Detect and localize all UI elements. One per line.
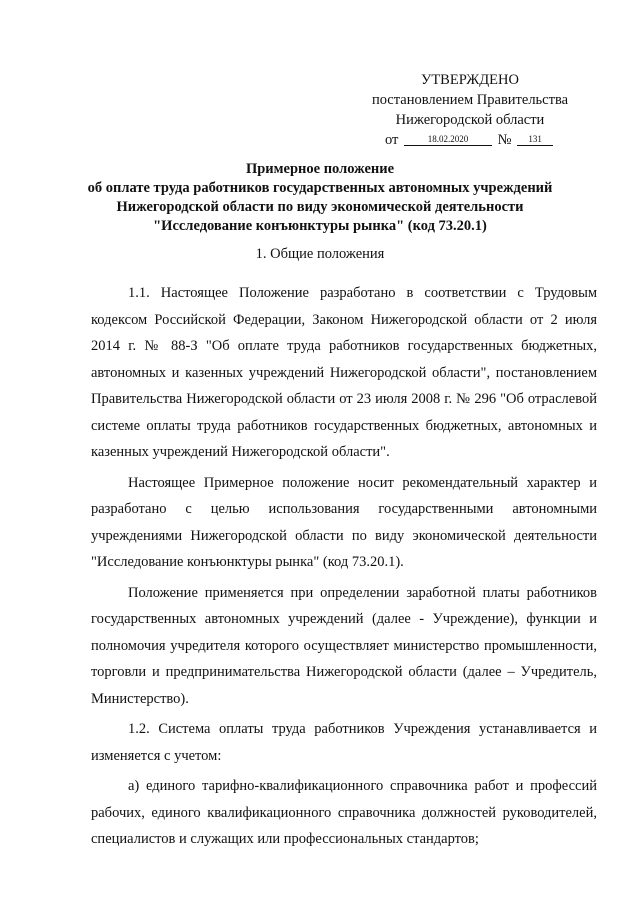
document-body: [91, 280, 597, 853]
approval-number: 131: [517, 134, 553, 146]
from-label: от: [384, 132, 399, 148]
approval-date-number-line: [360, 130, 580, 150]
paragraph-a: а) единого тарифно-квалификационного справочника работ и профессий рабочих, единого квалификационного справочника должностей руководителей, специалистов и служащих или профессиональных стандартов;: [91, 778, 597, 847]
approval-stamp: [360, 70, 580, 150]
section-heading: 1. Общие положения: [255, 246, 385, 262]
title-line-2: об оплате труда работников государственных автономных учреждений: [87, 180, 553, 196]
title-line-3: Нижегородской области по виду экономической деятельности: [116, 199, 524, 215]
paragraph-scope: Положение применяется при определении заработной платы работников государственных автономных учреждений (далее - Учреждение), функции и полномочия учредителя которого осуществляет министерство промышленности, торговли и предпринимательства Нижегородской области (далее – Учредитель, Министерство).: [91, 584, 597, 707]
number-label: №: [497, 132, 512, 148]
approval-heading: УТВЕРЖДЕНО: [421, 72, 519, 88]
title-line-1: Примерное положение: [245, 161, 395, 177]
paragraph-purpose: Настоящее Примерное положение носит рекомендательный характер и разработано с целью использования государственными автономными учреждениями Нижегородской области по виду экономической деятельности "Исследование конъюнктуры рынка" (код 73.20.1).: [91, 474, 597, 570]
title-line-4: "Исследование конъюнктуры рынка" (код 73.20.1): [153, 218, 487, 234]
paragraph-1-2: 1.2. Система оплаты труда работников Учреждения устанавливается и изменяется с учетом:: [91, 721, 597, 764]
approval-line-2: Нижегородской области: [395, 112, 545, 128]
paragraph-1-1: 1.1. Настоящее Положение разработано в соответствии с Трудовым кодексом Российской Федерации, Законом Нижегородской области от 2 июля 2014 г. № 88-З "Об оплате труда работников государственных бюджетных, автономных и казенных учреждений Нижегородской области", постановлением Правительства Нижегородской области от 23 июля 2008 г. № 296 "Об отраслевой системе оплаты труда работников государственных бюджетных, автономных и казенных учреждений Нижегородской области".: [91, 285, 597, 460]
approval-line-1: постановлением Правительства: [371, 92, 569, 108]
approval-date: 18.02.2020: [404, 134, 492, 146]
document-title: [70, 160, 570, 236]
